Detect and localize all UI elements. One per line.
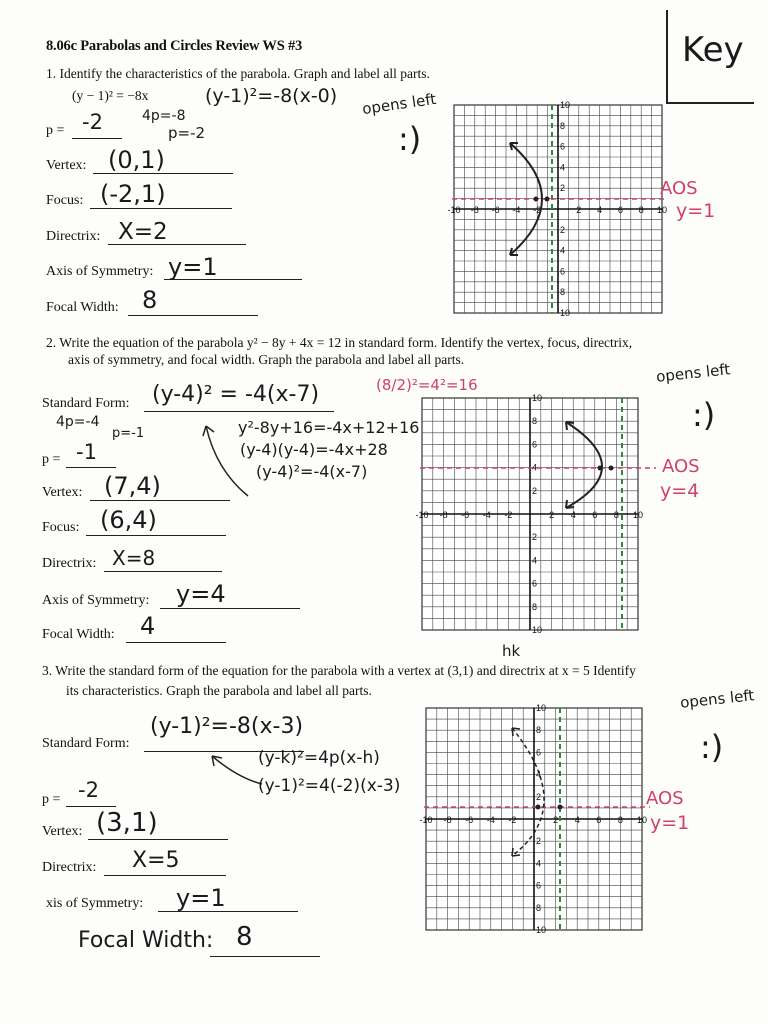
p2-work-complete: y²-8y+16=-4x+12+16 bbox=[238, 418, 420, 437]
y-tick-label: 4 bbox=[536, 769, 542, 780]
x-tick-label: 10 bbox=[632, 510, 644, 520]
p3-prompt-line2: its characteristics. Graph the parabola and label all parts. bbox=[66, 683, 372, 698]
y-tick-label: 2 bbox=[536, 791, 542, 802]
p3-p-label: p = bbox=[42, 792, 61, 807]
x-tick-label: -8 bbox=[443, 815, 452, 825]
p1-axis-label: Axis of Symmetry: bbox=[46, 264, 154, 279]
p1-directrix-answer: X=2 bbox=[118, 219, 168, 245]
p3-work-sub: (y-1)²=4(-2)(x-3) bbox=[258, 776, 401, 796]
p2-focus-label: Focus: bbox=[42, 520, 80, 535]
p1-aos-eq: y=1 bbox=[676, 200, 716, 222]
p3-work-general: (y-k)²=4p(x-h) bbox=[258, 748, 380, 768]
p1-p-label: p = bbox=[46, 123, 65, 138]
p1-focal-line bbox=[128, 315, 258, 316]
p2-prompt-line1: 2. Write the equation of the parabola y² − 8y + 4x = 12 in standard form. Identify the vertex, focus, directrix, bbox=[46, 335, 633, 350]
p3-p-line bbox=[66, 806, 116, 807]
p1-p-answer: -2 bbox=[82, 110, 103, 134]
x-tick-label: -10 bbox=[419, 815, 433, 825]
p2-vertex-answer: (7,4) bbox=[104, 472, 161, 500]
y-tick-label: 10 bbox=[536, 703, 547, 713]
p2-axis-line bbox=[160, 608, 300, 609]
p3-prompt-line1: 3. Write the standard form of the equation for the parabola with a vertex at (3,1) and directrix at x = 5 Identify bbox=[42, 663, 636, 678]
x-tick-label: 4 bbox=[574, 815, 580, 825]
p2-axis-answer: y=4 bbox=[176, 580, 226, 608]
p3-focal-answer: 8 bbox=[236, 922, 253, 952]
p1-focal-label: Focal Width: bbox=[46, 300, 119, 315]
p2-axis-label: Axis of Symmetry: bbox=[42, 593, 150, 608]
y-tick-label: 10 bbox=[532, 393, 543, 403]
p3-directrix-label: Directrix: bbox=[42, 860, 97, 875]
y-tick-label: 6 bbox=[560, 141, 566, 152]
p3-p-answer: -2 bbox=[78, 778, 99, 802]
p2-p-line bbox=[66, 467, 116, 468]
p2-arrow-mark bbox=[196, 420, 256, 500]
p3-graph bbox=[419, 703, 648, 935]
y-tick-label: 8 bbox=[536, 902, 542, 913]
x-tick-label: 2 bbox=[553, 815, 559, 825]
p2-standard-label: Standard Form: bbox=[42, 396, 130, 411]
p1-directrix-label: Directrix: bbox=[46, 229, 101, 244]
y-tick-label: 10 bbox=[560, 100, 571, 110]
p2-focal-label: Focal Width: bbox=[42, 627, 115, 642]
p3-vertex-line bbox=[88, 839, 228, 840]
p3-standard-answer: (y-1)²=-8(x-3) bbox=[150, 714, 304, 739]
p3-directrix-answer: X=5 bbox=[132, 848, 180, 873]
x-tick-label: -2 bbox=[504, 510, 513, 520]
p3-focus-dot bbox=[536, 805, 541, 810]
p2-vertex-line bbox=[90, 500, 230, 501]
p1-grid bbox=[447, 100, 667, 318]
p1-focal-answer: 8 bbox=[142, 286, 158, 314]
y-tick-label: 4 bbox=[532, 462, 538, 473]
y-tick-label: 2 bbox=[532, 485, 538, 496]
x-tick-label: 6 bbox=[596, 815, 602, 825]
p2-opens-note: opens left bbox=[655, 360, 732, 386]
y-tick-label: 6 bbox=[536, 747, 542, 758]
p2-focus-line bbox=[86, 535, 226, 536]
p2-p-answer: -1 bbox=[76, 440, 97, 464]
x-tick-label: -8 bbox=[439, 510, 448, 520]
p3-focal-line bbox=[210, 956, 320, 957]
x-tick-label: 4 bbox=[570, 510, 576, 520]
x-tick-label: 6 bbox=[617, 205, 623, 215]
p1-focus-answer: (-2,1) bbox=[100, 180, 166, 208]
p1-prompt: 1. Identify the characteristics of the parabola. Graph and label all parts. bbox=[46, 66, 430, 81]
p2-work-4p: 4p=-4 bbox=[56, 414, 100, 430]
p3-hk-note: hk bbox=[502, 642, 521, 660]
y-tick-label: 10 bbox=[536, 925, 547, 935]
p2-pink-work: (8/2)²=4²=16 bbox=[376, 376, 478, 394]
p3-focal-label: Focal Width: bbox=[78, 928, 214, 953]
p1-focus-line bbox=[90, 208, 232, 209]
p2-aos-label: AOS bbox=[662, 456, 700, 477]
p3-directrix-line bbox=[104, 875, 226, 876]
p2-work-final: (y-4)²=-4(x-7) bbox=[256, 462, 368, 481]
p2-standard-line bbox=[144, 411, 334, 412]
p2-directrix-label: Directrix: bbox=[42, 556, 97, 571]
p2-focus-answer: (6,4) bbox=[100, 506, 157, 534]
p1-opens-note: opens left bbox=[361, 89, 438, 119]
p1-work-p: p=-2 bbox=[168, 124, 206, 142]
y-tick-label: 4 bbox=[536, 858, 542, 869]
p1-focus-label: Focus: bbox=[46, 193, 84, 208]
p3-aos-eq: y=1 bbox=[650, 812, 690, 834]
p1-work-rewrite: (y-1)²=-8(x-0) bbox=[205, 85, 338, 107]
x-tick-label: 10 bbox=[636, 815, 648, 825]
x-tick-label: 8 bbox=[613, 510, 619, 520]
p3-smiley-left: :) bbox=[700, 728, 724, 766]
y-tick-label: 6 bbox=[532, 439, 538, 450]
y-tick-label: 4 bbox=[560, 245, 566, 256]
y-tick-label: 4 bbox=[560, 162, 566, 173]
p1-p-line bbox=[72, 138, 122, 139]
p1-smiley-left: :) bbox=[398, 120, 422, 158]
p2-aos-eq: y=4 bbox=[660, 480, 700, 502]
x-tick-label: -2 bbox=[533, 205, 542, 215]
y-tick-label: 8 bbox=[560, 287, 566, 298]
x-tick-label: -6 bbox=[491, 205, 500, 215]
x-tick-label: -4 bbox=[486, 815, 495, 825]
p3-vertex-dot bbox=[558, 805, 563, 810]
p1-aos-label: AOS bbox=[660, 178, 698, 199]
x-tick-label: -4 bbox=[482, 510, 491, 520]
y-tick-label: 6 bbox=[536, 880, 542, 891]
p2-p-label: p = bbox=[42, 452, 61, 467]
y-tick-label: 6 bbox=[532, 578, 538, 589]
p2-work-factor: (y-4)(y-4)=-4x+28 bbox=[240, 440, 388, 459]
p3-vertex-answer: (3,1) bbox=[96, 808, 158, 838]
y-tick-label: 8 bbox=[560, 120, 566, 131]
p2-focal-answer: 4 bbox=[140, 612, 156, 640]
p2-standard-answer: (y-4)² = -4(x-7) bbox=[152, 382, 320, 407]
p3-axis-answer: y=1 bbox=[176, 884, 226, 912]
p1-vertex-label: Vertex: bbox=[46, 158, 87, 173]
y-tick-label: 6 bbox=[560, 266, 566, 277]
p3-standard-label: Standard Form: bbox=[42, 736, 130, 751]
p2-focus-dot bbox=[598, 466, 603, 471]
x-tick-label: -4 bbox=[512, 205, 521, 215]
y-tick-label: 10 bbox=[532, 625, 543, 635]
p2-prompt-line2: axis of symmetry, and focal width. Graph the parabola and label all parts. bbox=[68, 352, 465, 367]
p2-vertex-dot bbox=[609, 466, 614, 471]
worksheet-title: 8.06c Parabolas and Circles Review WS #3 bbox=[46, 38, 303, 54]
y-tick-label: 4 bbox=[532, 555, 538, 566]
x-tick-label: 10 bbox=[656, 205, 668, 215]
p2-grid bbox=[415, 393, 643, 635]
x-tick-label: -10 bbox=[415, 510, 429, 520]
y-tick-label: 8 bbox=[532, 601, 538, 612]
x-tick-label: 2 bbox=[576, 205, 582, 215]
p2-directrix-line bbox=[104, 571, 222, 572]
p2-graph bbox=[415, 393, 644, 635]
x-tick-label: 8 bbox=[638, 205, 644, 215]
y-tick-label: 2 bbox=[560, 183, 566, 194]
p3-aos-label: AOS bbox=[646, 788, 684, 809]
p1-vertex-answer: (0,1) bbox=[108, 146, 165, 174]
x-tick-label: -8 bbox=[470, 205, 479, 215]
p1-graph bbox=[447, 100, 668, 318]
x-tick-label: 6 bbox=[592, 510, 598, 520]
p3-opens-note: opens left bbox=[679, 686, 756, 712]
y-tick-label: 10 bbox=[560, 308, 571, 318]
x-tick-label: 2 bbox=[549, 510, 555, 520]
y-tick-label: 2 bbox=[532, 532, 538, 543]
p2-directrix-answer: X=8 bbox=[112, 546, 156, 570]
p1-work-4p: 4p=-8 bbox=[142, 108, 186, 124]
y-tick-label: 2 bbox=[536, 836, 542, 847]
y-tick-label: 2 bbox=[560, 224, 566, 235]
x-tick-label: 4 bbox=[597, 205, 603, 215]
key-label: Key bbox=[682, 30, 744, 70]
x-tick-label: -6 bbox=[465, 815, 474, 825]
y-tick-label: 8 bbox=[532, 416, 538, 427]
p3-grid bbox=[419, 703, 647, 935]
x-tick-label: 8 bbox=[617, 815, 623, 825]
p2-smiley-left: :) bbox=[692, 396, 716, 434]
y-tick-label: 8 bbox=[536, 725, 542, 736]
x-tick-label: -10 bbox=[447, 205, 461, 215]
x-tick-label: -2 bbox=[508, 815, 517, 825]
p1-vertex-dot bbox=[545, 197, 550, 202]
p2-work-p: p=-1 bbox=[112, 426, 145, 441]
p1-axis-answer: y=1 bbox=[168, 253, 218, 281]
p2-focal-line bbox=[126, 642, 226, 643]
p3-vertex-label: Vertex: bbox=[42, 824, 83, 839]
x-tick-label: -6 bbox=[461, 510, 470, 520]
p1-equation: (y − 1)² = −8x bbox=[72, 88, 149, 103]
p3-axis-label: xis of Symmetry: bbox=[46, 896, 144, 911]
p1-focus-dot bbox=[534, 197, 539, 202]
p2-vertex-label: Vertex: bbox=[42, 485, 83, 500]
